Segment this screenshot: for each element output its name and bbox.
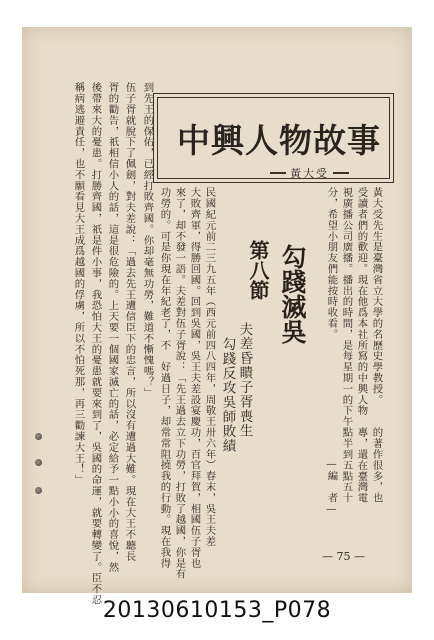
editor-signature: —編 者—: [325, 458, 338, 516]
section-subtitle-2: 勾踐反攻吳師敗績: [219, 337, 236, 453]
body-column-7: 胥的勸告，祇相信小人的話，這是很危險的。上天要一個國家滅亡的話，必定給予一點小小的喜悅，然: [106, 82, 119, 573]
intro-column-4: 分，希望小朋友們能按時收看。: [325, 187, 338, 340]
body-column-6: 伍子胥就脫下了佩劍，對夫差說：「過去先王遭信臣下的忠言，所以沒有遭過大難。現在大王不聽長: [123, 82, 136, 562]
author-byline: [270, 165, 349, 181]
page-number: — 75 —: [322, 550, 365, 563]
intro-column-3: 視廣播公司廣播。播出的時間，是每星期一的下午: [340, 187, 353, 427]
byline-dash-right: [333, 172, 349, 173]
author-name: 黃大受: [290, 167, 329, 180]
section-subtitle-1: 夫差昏瞶子胥喪生: [236, 322, 253, 438]
body-column-5: 到先王的保佑，已經打敗齊國。你却毫無功勞，難道不慚愧嗎？」: [141, 82, 154, 399]
column-header-inner-frame: [157, 97, 390, 179]
binder-hole-bottom: [35, 487, 42, 494]
section-title: 第八節: [246, 240, 270, 300]
body-column-8: 後帶來大的憂患。打勝齊國，祇是件小事，我恐怕大王的憂患就要來到了，吳國的命運，就要轉變了。臣不忍: [89, 82, 102, 606]
body-column-9: 稱病逃避責任，也不願看見大王成爲越國的俘虜，所以不怕死那，再三勸諫大王！」: [72, 82, 85, 486]
column-title: 中興人物故事: [177, 121, 381, 160]
body-column-4: 功勞的。可是你現在年紀老了，不 好過日子，却常常阻撓我的行動。現在我得: [158, 187, 171, 569]
intro-column-5: 的著作很多，也: [370, 427, 383, 504]
binder-hole-middle: [35, 459, 42, 466]
intro-column-1: 黃大受先生是臺灣省立大學的名歷史學教授。: [370, 187, 383, 405]
binder-hole-top: [35, 433, 42, 440]
body-column-3: 來了，却不發一語。夫差對伍子胥說：「先王過去立下功勞，打敗了越國，你是有: [173, 187, 186, 580]
column-header-frame: [153, 93, 394, 183]
intro-column-6: 專，還在臺灣電: [355, 427, 368, 504]
chapter-title: 勾踐滅吳: [278, 244, 307, 344]
archive-id-caption: 20130610153_P078: [102, 598, 332, 623]
body-column-1: 民國紀元前二三九五年（西元前四八四年，周敬王卅六年）春末，吳王夫差: [203, 187, 216, 547]
intro-column-7: 點半到五點五十: [340, 427, 353, 504]
byline-dash-left: [270, 172, 286, 173]
body-column-2: 大敗齊軍，得勝回國。回到吳國，吳王夫差設宴慶功，百官拜賀，相國伍子胥也: [188, 187, 201, 569]
intro-column-2: 受讀者們的歡迎。現在他爲本社所寫的中興人物: [355, 187, 368, 416]
